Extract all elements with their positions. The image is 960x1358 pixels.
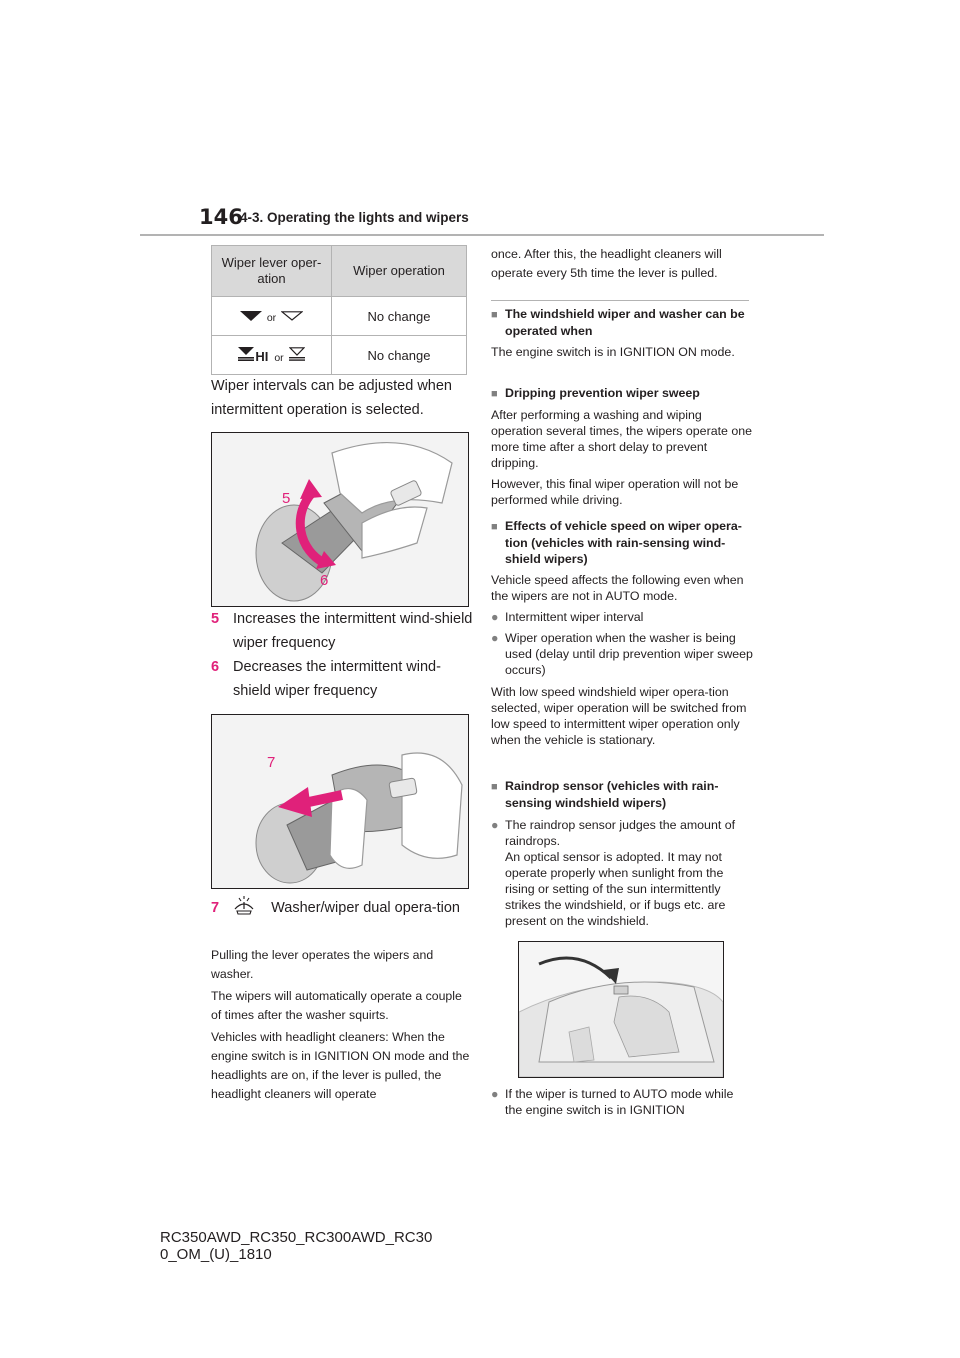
document-code-line-1: RC350AWD_RC350_RC300AWD_RC30: [160, 1229, 433, 1246]
figure-label-7: 7: [267, 754, 276, 771]
table-header-lever: [212, 246, 332, 297]
intro-paragraph: Wiper intervals can be adjusted when intermittent operation is selected.: [211, 378, 452, 418]
table-header-row: [212, 246, 467, 297]
circle-bullet-icon: ●: [491, 1087, 499, 1101]
mist-lever-outline-icon: [289, 347, 305, 361]
wiper-operation-table: [211, 245, 467, 375]
note-text: With low speed windshield wiper opera-tion selected, wiper operation will be switched from low speed to intermittent wiper operation only when the vehicle is stationary.: [491, 685, 747, 747]
step-5-number: 5: [211, 611, 220, 627]
note-operable-when: [491, 306, 753, 360]
paragraph-auto-operate: The wipers will automatically operate a couple of times after the washer squirts.: [211, 989, 462, 1022]
lever-illustration-2: [212, 715, 468, 888]
lever-down-outline-icon: [281, 311, 303, 321]
table-cell-result: No change: [332, 336, 467, 375]
figure-label-6: 6: [320, 572, 329, 589]
step-7-text: Washer/wiper dual opera-tion: [271, 900, 460, 916]
square-bullet-icon: ■: [491, 388, 498, 400]
step-7-number: 7: [211, 900, 220, 916]
header-lever-text: Wiper lever oper- ation: [221, 255, 322, 286]
note-text: The engine switch is in IGNITION ON mode.: [491, 345, 735, 359]
table-cell-lever: [212, 336, 332, 375]
paragraph-continued: once. After this, the headlight cleaners will operate every 5th time the lever is pulled.: [491, 247, 722, 280]
note-text: Vehicle speed affects the following even when the wipers are not in AUTO mode.: [491, 573, 744, 603]
note-dripping-prevention: [491, 385, 753, 508]
hi-label: HI: [255, 348, 269, 364]
note-heading: Dripping prevention wiper sweep: [505, 386, 700, 400]
step-5: [211, 607, 473, 655]
table-header-operation: Wiper operation: [332, 246, 467, 297]
or-label: or: [266, 311, 277, 324]
paragraph-headlight-cleaners: Vehicles with headlight cleaners: When the engine switch is in IGNITION ON mode and the headlights are on, if the lever is pulled, the headlight cleaners will operate: [211, 1030, 470, 1101]
step-7: [211, 895, 473, 920]
step-6-number: 6: [211, 659, 220, 675]
table-cell-lever: [212, 297, 332, 336]
square-bullet-icon: ■: [491, 309, 498, 321]
figure-intermittent-adjust: [211, 432, 469, 607]
note-vehicle-speed: [491, 518, 753, 748]
circle-bullet-icon: ●: [491, 818, 499, 832]
step-5-text: Increases the intermittent wind-shield wiper frequency: [233, 611, 473, 651]
square-bullet-icon: ■: [491, 521, 498, 533]
circle-bullet-icon: ●: [491, 610, 499, 624]
lever-illustration-1: [212, 433, 468, 606]
note-text: However, this final wiper operation will not be performed while driving.: [491, 477, 739, 507]
header-divider: [140, 234, 824, 236]
square-bullet-icon: ■: [491, 781, 498, 793]
lever-down-filled-icon: [240, 311, 262, 321]
list-item: Intermittent wiper interval: [505, 610, 644, 624]
figure-washer-pull: [211, 714, 469, 889]
section-title: 4-3. Operating the lights and wipers: [240, 210, 469, 225]
or-label: or: [274, 351, 284, 364]
note-raindrop-sensor: [491, 778, 753, 929]
washer-icon: [233, 895, 255, 915]
table-cell-result: No change: [332, 297, 467, 336]
table-row: [212, 336, 467, 375]
paragraph-pulling: Pulling the lever operates the wipers and washer.: [211, 948, 434, 981]
note-heading: Effects of vehicle speed on wiper opera-tion (vehicles with rain-sensing wind-shield wipers): [505, 519, 742, 566]
note-auto-mode: [491, 1086, 753, 1118]
figure-label-5: 5: [282, 490, 291, 507]
circle-bullet-icon: ●: [491, 631, 499, 645]
note-heading: Raindrop sensor (vehicles with rain-sensing windshield wipers): [505, 779, 719, 810]
list-item: Wiper operation when the washer is being used (delay until drip prevention wiper sweep occurs): [505, 631, 753, 677]
step-6-text: Decreases the intermittent wind-shield wiper frequency: [233, 659, 441, 699]
list-item-continued: An optical sensor is adopted. It may not operate properly when sunlight from the rising or setting of the sun intermittently strikes the windshield, or if bugs etc. are present on the windshield.: [505, 850, 726, 928]
note-heading: The windshield wiper and washer can be operated when: [505, 307, 745, 338]
list-item: If the wiper is turned to AUTO mode while the engine switch is in IGNITION: [505, 1087, 734, 1117]
note-text: After performing a washing and wiping operation several times, the wipers operate one more time after a short delay to prevent dripping.: [491, 408, 753, 470]
right-divider: [491, 300, 749, 301]
step-6: [211, 655, 473, 703]
list-item: The raindrop sensor judges the amount of raindrops.: [505, 818, 736, 848]
windshield-illustration: [519, 942, 723, 1077]
table-row: [212, 297, 467, 336]
document-code-line-2: 0_OM_(U)_1810: [160, 1246, 272, 1263]
mist-lever-filled-icon: [238, 347, 254, 361]
document-code: [160, 1229, 432, 1263]
page-number: 146: [199, 205, 243, 229]
figure-raindrop-sensor: [518, 941, 724, 1078]
